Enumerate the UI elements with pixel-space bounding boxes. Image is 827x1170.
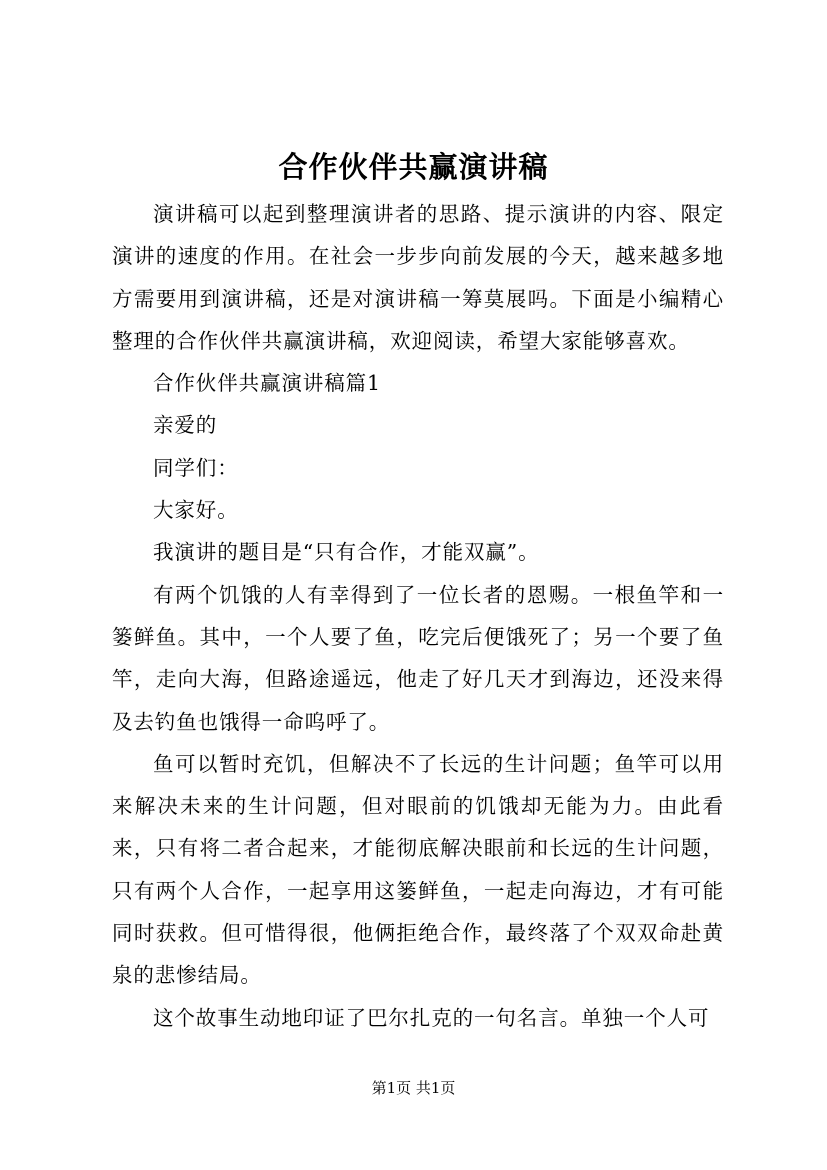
- document-title: 合作伙伴共赢演讲稿: [278, 150, 549, 184]
- paragraph-section-heading: 合作伙伴共赢演讲稿篇1: [153, 371, 381, 396]
- document-body: [112, 193, 724, 1039]
- paragraph-story: 有两个饥饿的人有幸得到了一位长者的恩赐。一根鱼竿和一篓鲜鱼。其中，一个人要了鱼，吃完后便饿死了；另一个要了鱼竿，走向大海，但路途遥远，他走了好几天才到海边，还没来得及去钓鱼也饿得一命呜呼了。: [112, 582, 724, 734]
- paragraph-salutation-2: 同学们：: [153, 455, 239, 480]
- paragraph-greeting: 大家好。: [153, 498, 239, 523]
- paragraph-quote-lead: 这个故事生动地印证了巴尔扎克的一句名言。单独一个人可: [153, 1005, 710, 1030]
- paragraph-salutation-1: 亲爱的: [153, 413, 218, 438]
- paragraph-topic: 我演讲的题目是“只有合作，才能双赢”。: [153, 540, 540, 565]
- paragraph-analysis: 鱼可以暂时充饥，但解决不了长远的生计问题；鱼竿可以用来解决未来的生计问题，但对眼前的饥饿却无能为力。由此看来，只有将二者合起来，才能彻底解决眼前和长远的生计问题，只有两个人合作，一起享用这篓鲜鱼，一起走向海边，才有可能同时获救。但可惜得很，他俩拒绝合作，最终落了个双双命赴黄泉的悲惨结局。: [112, 751, 724, 988]
- page-footer: 第1页 共1页: [371, 1079, 456, 1097]
- paragraph-intro: 演讲稿可以起到整理演讲者的思路、提示演讲的内容、限定演讲的速度的作用。在社会一步步向前发展的今天，越来越多地方需要用到演讲稿，还是对演讲稿一筹莫展吗。下面是小编精心整理的合作伙伴共赢演讲稿，欢迎阅读，希望大家能够喜欢。: [112, 202, 724, 353]
